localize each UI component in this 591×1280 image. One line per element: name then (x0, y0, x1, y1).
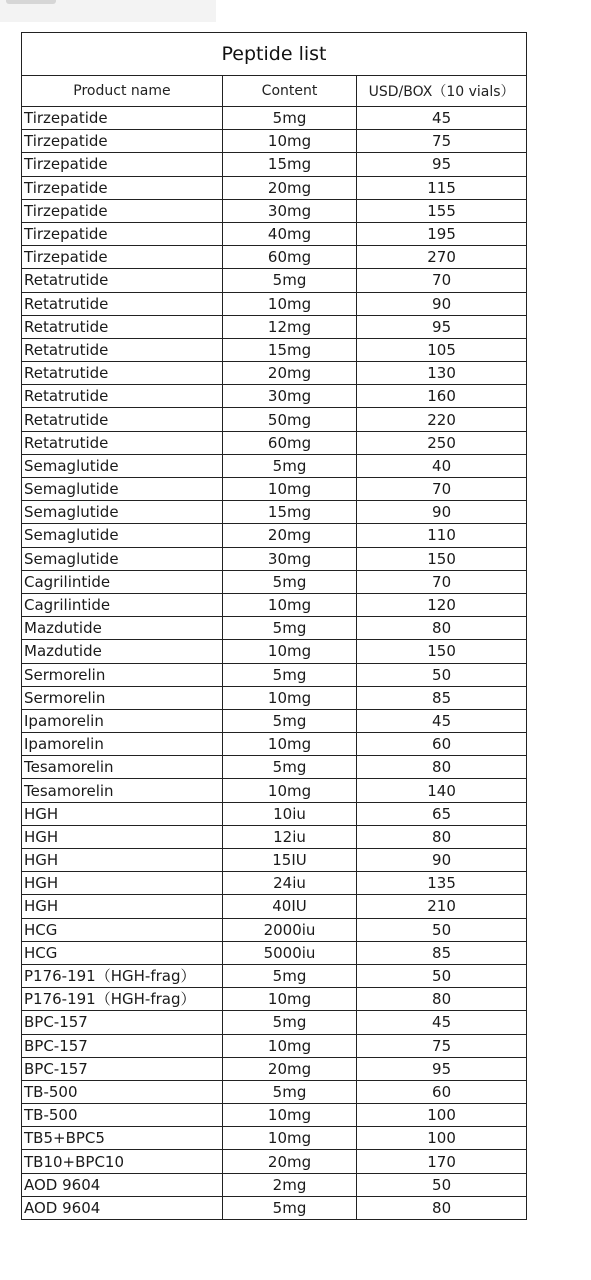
product-name-cell: Semaglutide (22, 524, 222, 547)
price-cell: 155 (357, 199, 526, 222)
product-name-cell: AOD 9604 (22, 1173, 222, 1196)
price-cell: 100 (357, 1104, 526, 1127)
price-cell: 80 (357, 756, 526, 779)
price-cell: 45 (357, 107, 526, 130)
table-row (22, 431, 526, 454)
product-name-cell: Retatrutide (22, 408, 222, 431)
price-cell: 70 (357, 570, 526, 593)
product-name-cell: Retatrutide (22, 292, 222, 315)
table-row (22, 988, 526, 1011)
content-cell: 20mg (222, 362, 356, 385)
table-row (22, 176, 526, 199)
content-cell: 20mg (222, 524, 356, 547)
table-row (22, 408, 526, 431)
price-cell: 45 (357, 1011, 526, 1034)
table-row (22, 872, 526, 895)
content-cell: 10mg (222, 779, 356, 802)
content-cell: 12mg (222, 315, 356, 338)
price-cell: 105 (357, 338, 526, 361)
product-name-cell: HGH (22, 895, 222, 918)
content-cell: 10mg (222, 686, 356, 709)
price-cell: 95 (357, 153, 526, 176)
table-row (22, 199, 526, 222)
product-name-cell: Tirzepatide (22, 107, 222, 130)
product-name-cell: Semaglutide (22, 454, 222, 477)
price-cell: 80 (357, 617, 526, 640)
product-name-cell: Retatrutide (22, 385, 222, 408)
content-cell: 15mg (222, 501, 356, 524)
table-row (22, 1196, 526, 1219)
price-cell: 60 (357, 1080, 526, 1103)
content-cell: 5mg (222, 756, 356, 779)
price-cell: 40 (357, 454, 526, 477)
header-row (22, 76, 526, 107)
price-cell: 100 (357, 1127, 526, 1150)
product-name-cell: Retatrutide (22, 338, 222, 361)
content-cell: 20mg (222, 1057, 356, 1080)
content-cell: 60mg (222, 431, 356, 454)
price-cell: 50 (357, 964, 526, 987)
table-row (22, 1127, 526, 1150)
price-cell: 85 (357, 686, 526, 709)
table-row (22, 1104, 526, 1127)
table-row (22, 385, 526, 408)
price-cell: 70 (357, 269, 526, 292)
table-row (22, 1150, 526, 1173)
price-cell: 85 (357, 941, 526, 964)
content-cell: 20mg (222, 1150, 356, 1173)
table-row (22, 895, 526, 918)
table-row (22, 1034, 526, 1057)
content-cell: 10mg (222, 1127, 356, 1150)
product-name-cell: P176-191（HGH-frag） (22, 988, 222, 1011)
product-name-cell: Semaglutide (22, 501, 222, 524)
content-cell: 10mg (222, 292, 356, 315)
price-cell: 150 (357, 547, 526, 570)
price-cell: 80 (357, 988, 526, 1011)
content-cell: 5mg (222, 1011, 356, 1034)
product-name-cell: Ipamorelin (22, 733, 222, 756)
content-cell: 5mg (222, 663, 356, 686)
content-cell: 10mg (222, 988, 356, 1011)
product-name-cell: BPC-157 (22, 1034, 222, 1057)
content-cell: 15mg (222, 338, 356, 361)
content-cell: 10mg (222, 733, 356, 756)
product-name-cell: TB10+BPC10 (22, 1150, 222, 1173)
price-cell: 95 (357, 315, 526, 338)
price-cell: 95 (357, 1057, 526, 1080)
product-name-cell: HGH (22, 802, 222, 825)
price-cell: 70 (357, 478, 526, 501)
content-cell: 40IU (222, 895, 356, 918)
product-name-cell: HGH (22, 872, 222, 895)
product-name-cell: Tesamorelin (22, 756, 222, 779)
table-row (22, 663, 526, 686)
price-cell: 150 (357, 640, 526, 663)
sheet-title: Peptide list (22, 33, 526, 76)
price-cell: 130 (357, 362, 526, 385)
content-cell: 40mg (222, 222, 356, 245)
content-cell: 10iu (222, 802, 356, 825)
price-cell: 270 (357, 246, 526, 269)
price-cell: 120 (357, 593, 526, 616)
table-row (22, 733, 526, 756)
table-row (22, 709, 526, 732)
table-row (22, 964, 526, 987)
price-cell: 210 (357, 895, 526, 918)
content-cell: 10mg (222, 640, 356, 663)
content-cell: 5mg (222, 269, 356, 292)
product-name-cell: Ipamorelin (22, 709, 222, 732)
price-cell: 140 (357, 779, 526, 802)
table-row (22, 941, 526, 964)
price-cell: 90 (357, 292, 526, 315)
price-cell: 160 (357, 385, 526, 408)
content-cell: 10mg (222, 130, 356, 153)
price-cell: 80 (357, 1196, 526, 1219)
table-row (22, 849, 526, 872)
table-row (22, 153, 526, 176)
content-cell: 10mg (222, 478, 356, 501)
table-row (22, 478, 526, 501)
table-row (22, 1057, 526, 1080)
header-content: Content (222, 76, 356, 107)
table-row (22, 570, 526, 593)
table-row (22, 269, 526, 292)
table-row (22, 617, 526, 640)
price-cell: 90 (357, 849, 526, 872)
product-name-cell: Semaglutide (22, 547, 222, 570)
content-cell: 15IU (222, 849, 356, 872)
content-cell: 2mg (222, 1173, 356, 1196)
content-cell: 5mg (222, 964, 356, 987)
content-cell: 10mg (222, 1034, 356, 1057)
table-row (22, 501, 526, 524)
product-name-cell: Tirzepatide (22, 153, 222, 176)
table-row (22, 246, 526, 269)
header-product-name: Product name (22, 76, 222, 107)
product-name-cell: Tirzepatide (22, 176, 222, 199)
tab-handle[interactable] (6, 0, 56, 4)
content-cell: 5mg (222, 617, 356, 640)
content-cell: 30mg (222, 385, 356, 408)
price-cell: 220 (357, 408, 526, 431)
price-cell: 65 (357, 802, 526, 825)
content-cell: 24iu (222, 872, 356, 895)
content-cell: 12iu (222, 825, 356, 848)
price-cell: 110 (357, 524, 526, 547)
table-row (22, 918, 526, 941)
peptide-price-sheet (21, 32, 527, 1220)
product-name-cell: Mazdutide (22, 617, 222, 640)
table-row (22, 1080, 526, 1103)
table-row (22, 686, 526, 709)
content-cell: 20mg (222, 176, 356, 199)
content-cell: 5000iu (222, 941, 356, 964)
price-cell: 195 (357, 222, 526, 245)
content-cell: 5mg (222, 1080, 356, 1103)
price-cell: 60 (357, 733, 526, 756)
product-name-cell: Tirzepatide (22, 222, 222, 245)
product-name-cell: HCG (22, 918, 222, 941)
product-name-cell: Semaglutide (22, 478, 222, 501)
product-name-cell: TB5+BPC5 (22, 1127, 222, 1150)
product-name-cell: Cagrilintide (22, 570, 222, 593)
content-cell: 5mg (222, 454, 356, 477)
price-cell: 115 (357, 176, 526, 199)
table-row (22, 640, 526, 663)
content-cell: 60mg (222, 246, 356, 269)
table-row (22, 825, 526, 848)
table-body (22, 107, 526, 1220)
table-row (22, 292, 526, 315)
top-tab-strip (0, 0, 216, 22)
product-name-cell: TB-500 (22, 1104, 222, 1127)
header-price: USD/BOX（10 vials） (357, 76, 526, 107)
content-cell: 5mg (222, 1196, 356, 1219)
table-row (22, 524, 526, 547)
product-name-cell: HCG (22, 941, 222, 964)
price-cell: 45 (357, 709, 526, 732)
price-cell: 80 (357, 825, 526, 848)
content-cell: 5mg (222, 570, 356, 593)
product-name-cell: Retatrutide (22, 431, 222, 454)
content-cell: 30mg (222, 547, 356, 570)
price-cell: 75 (357, 1034, 526, 1057)
product-name-cell: Tirzepatide (22, 246, 222, 269)
price-cell: 75 (357, 130, 526, 153)
product-name-cell: Mazdutide (22, 640, 222, 663)
content-cell: 10mg (222, 1104, 356, 1127)
table-row (22, 547, 526, 570)
price-cell: 50 (357, 918, 526, 941)
table-row (22, 315, 526, 338)
content-cell: 30mg (222, 199, 356, 222)
product-name-cell: Sermorelin (22, 686, 222, 709)
price-cell: 250 (357, 431, 526, 454)
table-row (22, 107, 526, 130)
table-row (22, 756, 526, 779)
content-cell: 5mg (222, 107, 356, 130)
product-name-cell: HGH (22, 825, 222, 848)
table-row (22, 779, 526, 802)
product-name-cell: TB-500 (22, 1080, 222, 1103)
product-name-cell: AOD 9604 (22, 1196, 222, 1219)
price-cell: 50 (357, 663, 526, 686)
product-name-cell: Retatrutide (22, 315, 222, 338)
table-row (22, 222, 526, 245)
table-row (22, 802, 526, 825)
content-cell: 15mg (222, 153, 356, 176)
product-name-cell: BPC-157 (22, 1011, 222, 1034)
product-name-cell: Tirzepatide (22, 130, 222, 153)
product-name-cell: Retatrutide (22, 269, 222, 292)
table-row (22, 130, 526, 153)
table-row (22, 338, 526, 361)
price-cell: 90 (357, 501, 526, 524)
product-name-cell: Tirzepatide (22, 199, 222, 222)
product-name-cell: Sermorelin (22, 663, 222, 686)
content-cell: 2000iu (222, 918, 356, 941)
content-cell: 5mg (222, 709, 356, 732)
table-row (22, 362, 526, 385)
product-name-cell: Tesamorelin (22, 779, 222, 802)
content-cell: 50mg (222, 408, 356, 431)
product-name-cell: Cagrilintide (22, 593, 222, 616)
product-name-cell: P176-191（HGH-frag） (22, 964, 222, 987)
product-name-cell: Retatrutide (22, 362, 222, 385)
table-row (22, 1173, 526, 1196)
table-row (22, 454, 526, 477)
product-name-cell: BPC-157 (22, 1057, 222, 1080)
content-cell: 10mg (222, 593, 356, 616)
price-cell: 50 (357, 1173, 526, 1196)
table-row (22, 1011, 526, 1034)
table-row (22, 593, 526, 616)
product-name-cell: HGH (22, 849, 222, 872)
price-cell: 135 (357, 872, 526, 895)
price-cell: 170 (357, 1150, 526, 1173)
price-table (22, 76, 526, 1219)
